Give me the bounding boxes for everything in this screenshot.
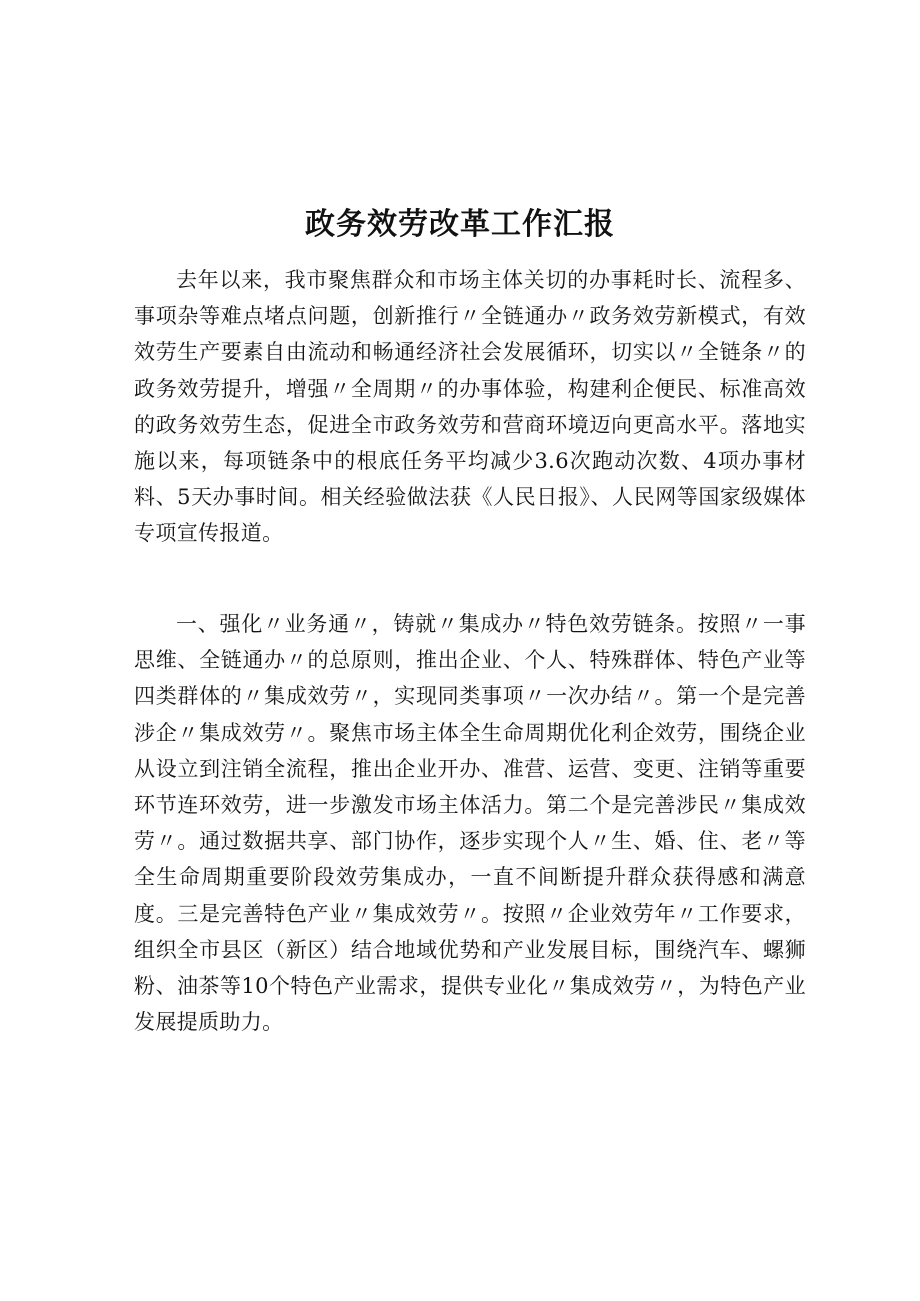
paragraph-section-one: 一、强化〃业务通〃，铸就〃集成办〃特色效劳链条。按照〃一事思维、全链通办〃的总原则，推出企业、个人、特殊群体、特色产业等四类群体的〃集成效劳〃，实现同类事项〃一次办结〃。第一个是完善涉企〃集成效劳〃。聚焦市场主体全生命周期优化利企效劳，围绕企业从设立到注销全流程，推出企业开办、准营、运营、变更、注销等重要环节连环效劳，进一步激发市场主体活力。第二个是完善涉民〃集成效劳〃。通过数据共享、部门协作，逐步实现个人〃生、婚、住、老〃等全生命周期重要阶段效劳集成办，一直不间断提升群众获得感和满意度。三是完善特色产业〃集成效劳〃。按照〃企业效劳年〃工作要求，组织全市县区（新区）结合地域优势和产业发展目标，围绕汽车、螺狮粉、油茶等10个特色产业需求，提供专业化〃集成效劳〃，为特色产业发展提质助力。 bbox=[134, 612, 806, 1035]
document-title: 政务效劳改革工作汇报 bbox=[305, 207, 615, 242]
paragraph-intro: 去年以来，我市聚焦群众和市场主体关切的办事耗时长、流程多、事项杂等难点堵点问题，创新推行〃全链通办〃政务效劳新模式，有效效劳生产要素自由流动和畅通经济社会发展循环，切实以〃全链条〃的政务效劳提升，增强〃全周期〃的办事体验，构建利企便民、标准高效的政务效劳生态，促进全市政务效劳和营商环境迈向更高水平。落地实施以来，每项链条中的根底任务平均减少3.6次跑动次数、4项办事材料、5天办事时间。相关经验做法获《人民日报》、人民网等国家级媒体专项宣传报道。 bbox=[134, 268, 806, 546]
